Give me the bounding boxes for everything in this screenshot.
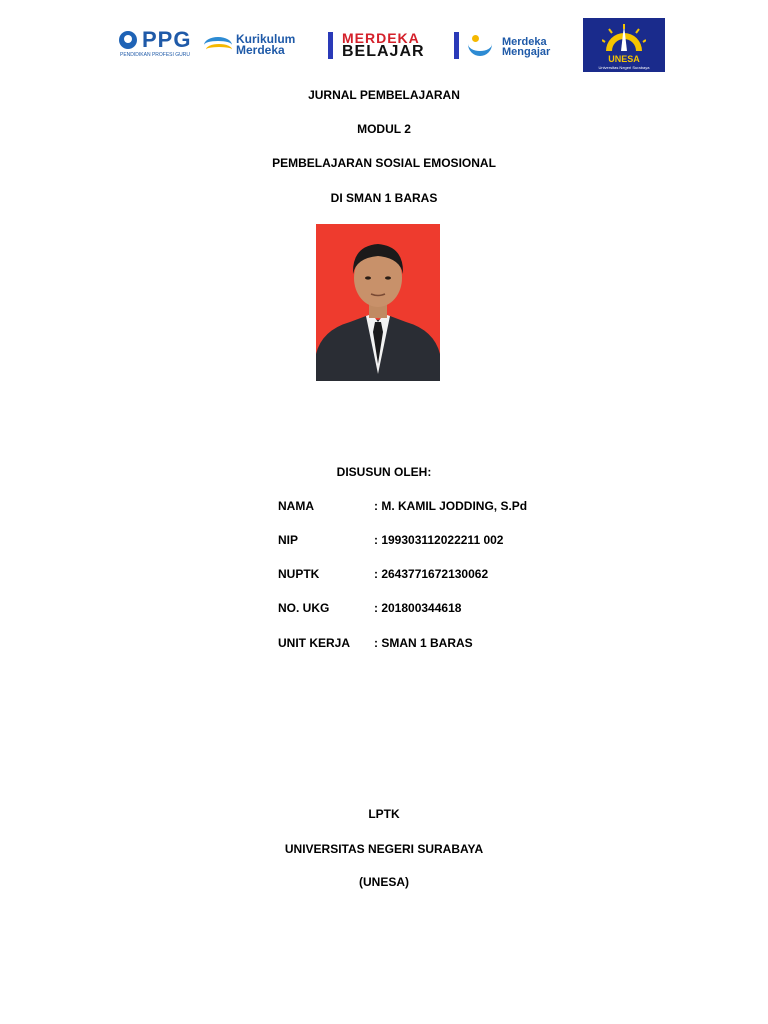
unesa-logo-text: UNESA bbox=[608, 54, 640, 64]
work-unit-label: UNIT KERJA bbox=[278, 636, 351, 650]
merdeka-belajar-line2: BELAJAR bbox=[342, 43, 425, 60]
document-title: JURNAL PEMBELAJARAN bbox=[308, 88, 460, 102]
prepared-by-heading: DISUSUN OLEH: bbox=[336, 465, 432, 479]
lptk-label: LPTK bbox=[368, 807, 400, 821]
ppg-logo-text: PPG bbox=[142, 27, 192, 52]
merdeka-mengajar-line1: Merdeka bbox=[502, 36, 547, 48]
merdeka-mengajar-line2: Mengajar bbox=[502, 46, 551, 58]
module-number: MODUL 2 bbox=[357, 122, 411, 136]
ppg-emblem-icon bbox=[119, 31, 137, 49]
unesa-logo bbox=[583, 18, 665, 72]
ppg-logo bbox=[118, 27, 196, 61]
merdeka-belajar-line1: MERDEKA bbox=[342, 30, 420, 46]
banner-divider bbox=[328, 32, 333, 59]
merdeka-mengajar-icon bbox=[468, 39, 492, 56]
nuptk-value: : 2643771672130062 bbox=[374, 567, 489, 581]
logo-banner bbox=[118, 17, 666, 73]
nuptk-label: NUPTK bbox=[278, 567, 320, 581]
merdeka-belajar-logo bbox=[342, 31, 425, 59]
unesa-emblem-icon bbox=[602, 23, 646, 53]
banner-divider bbox=[454, 32, 459, 59]
person-portrait-icon bbox=[316, 224, 440, 381]
author-photo bbox=[316, 224, 440, 381]
ukg-label: NO. UKG bbox=[278, 601, 330, 615]
merdeka-mengajar-logo bbox=[468, 31, 578, 61]
ukg-value: : 201800344618 bbox=[374, 601, 462, 615]
nip-label: NIP bbox=[278, 533, 299, 547]
kurikulum-line1: Kurikulum bbox=[236, 32, 296, 46]
nip-value: : 199303112022211 002 bbox=[374, 533, 504, 547]
module-topic: PEMBELAJARAN SOSIAL EMOSIONAL bbox=[272, 156, 496, 170]
unesa-logo-subtitle: Universitas Negeri Surabaya bbox=[598, 65, 650, 70]
ppg-logo-subtitle: PENDIDIKAN PROFESI GURU bbox=[120, 52, 191, 58]
name-value: : M. KAMIL JODDING, S.Pd bbox=[374, 499, 528, 513]
kurikulum-line2: Merdeka bbox=[236, 43, 285, 57]
name-label: NAMA bbox=[278, 499, 314, 513]
university-name: UNIVERSITAS NEGERI SURABAYA bbox=[284, 842, 484, 856]
school-name: DI SMAN 1 BARAS bbox=[330, 191, 438, 205]
work-unit-value: : SMAN 1 BARAS bbox=[374, 636, 473, 650]
kurikulum-merdeka-logo bbox=[204, 29, 324, 59]
university-abbreviation: (UNESA) bbox=[359, 875, 409, 889]
